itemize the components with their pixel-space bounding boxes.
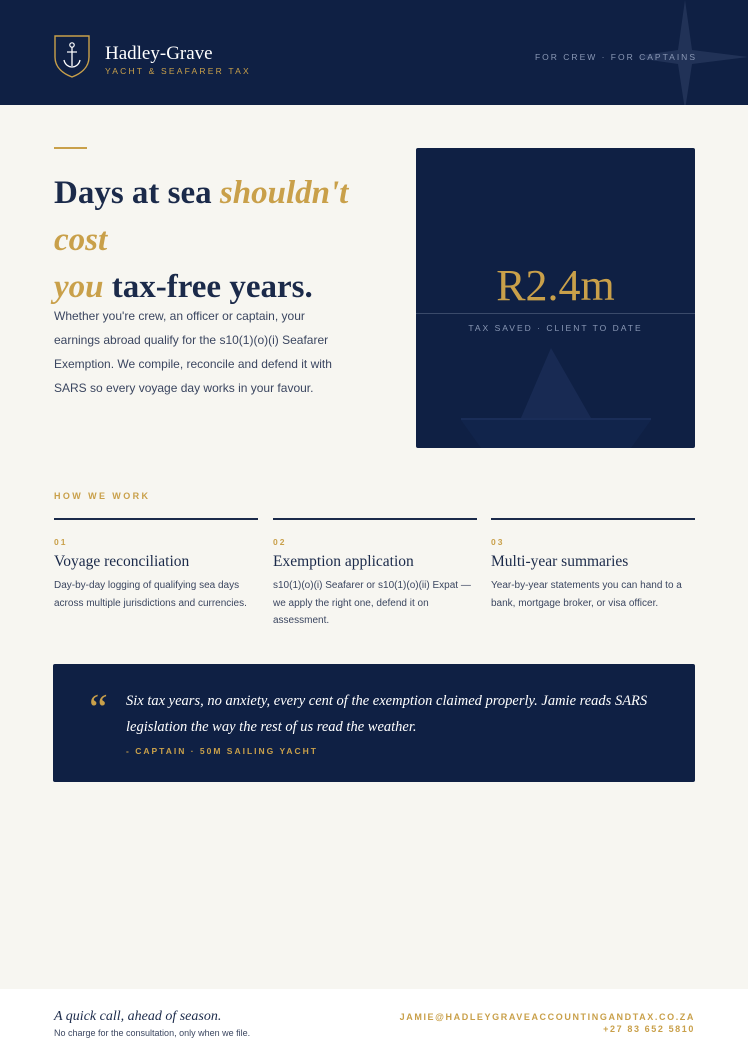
footer-tagline: A quick call, ahead of season. bbox=[54, 1009, 222, 1024]
step-card bbox=[273, 518, 477, 630]
brand-tagline: YACHT & SEAFARER TAX bbox=[105, 66, 251, 76]
step-title: Multi-year summaries bbox=[491, 553, 629, 570]
step-description: Year-by-year statements you can hand to a bank, mortgage broker, or visa officer. bbox=[491, 580, 682, 609]
footer-note: No charge for the consultation, only when we file. bbox=[54, 1028, 251, 1038]
brand-name[interactable]: Hadley-Grave bbox=[105, 43, 213, 64]
quote-mark-icon: “ bbox=[85, 687, 109, 733]
contact-phone-link[interactable]: +27 83 652 5810 bbox=[603, 1024, 695, 1034]
testimonial-quote bbox=[53, 664, 695, 782]
step-divider bbox=[491, 518, 695, 520]
step-card bbox=[491, 518, 695, 612]
step-divider bbox=[273, 518, 477, 520]
headline-part2: tax-free years. bbox=[103, 269, 313, 305]
accent-divider bbox=[54, 147, 87, 149]
stat-card bbox=[416, 148, 695, 448]
headline-emphasis-1: shouldn't cost bbox=[54, 175, 349, 258]
sail-icon bbox=[461, 338, 651, 448]
step-number: 03 bbox=[491, 537, 505, 547]
step-description: Day-by-day logging of qualifying sea days across multiple jurisdictions and currencies. bbox=[54, 580, 247, 609]
site-header bbox=[0, 0, 748, 105]
step-description: s10(1)(o)(i) Seafarer or s10(1)(o)(ii) Expat — we apply the right one, defend it on assessment. bbox=[273, 580, 471, 626]
headline-part1: Days at sea bbox=[54, 175, 220, 211]
stat-value: R2.4m bbox=[496, 261, 615, 310]
anchor-shield-icon[interactable] bbox=[53, 33, 91, 79]
step-title: Exemption application bbox=[273, 553, 414, 570]
hero-lead: Whether you're crew, an officer or captain, your earnings abroad qualify for the s10(1)(o)(i) Seafarer Exemption. We compile, reconcile and defend it with SARS so every voyage day works in your favour. bbox=[54, 309, 332, 395]
section-label-how-we-work: HOW WE WORK bbox=[54, 491, 151, 501]
header-nav[interactable]: FOR CREW · FOR CAPTAINS bbox=[534, 52, 697, 62]
step-title: Voyage reconciliation bbox=[54, 553, 190, 570]
stat-divider bbox=[416, 313, 695, 314]
stat-label: TAX SAVED · CLIENT TO DATE bbox=[468, 323, 643, 333]
step-divider bbox=[54, 518, 258, 520]
headline-emphasis-2: you bbox=[54, 269, 104, 305]
contact-email-link[interactable]: JAMIE@HADLEYGRAVEACCOUNTINGANDTAX.CO.ZA bbox=[399, 1012, 695, 1022]
quote-citation: - CAPTAIN · 50M SAILING YACHT bbox=[126, 746, 318, 756]
step-number: 01 bbox=[54, 537, 68, 547]
quote-text: Six tax years, no anxiety, every cent of the exemption claimed properly. Jamie reads SARS legislation the way the rest of us read the weather. bbox=[126, 693, 648, 735]
step-card bbox=[54, 518, 258, 612]
hero-headline bbox=[54, 170, 404, 311]
site-footer bbox=[0, 989, 748, 1058]
step-number: 02 bbox=[273, 537, 287, 547]
